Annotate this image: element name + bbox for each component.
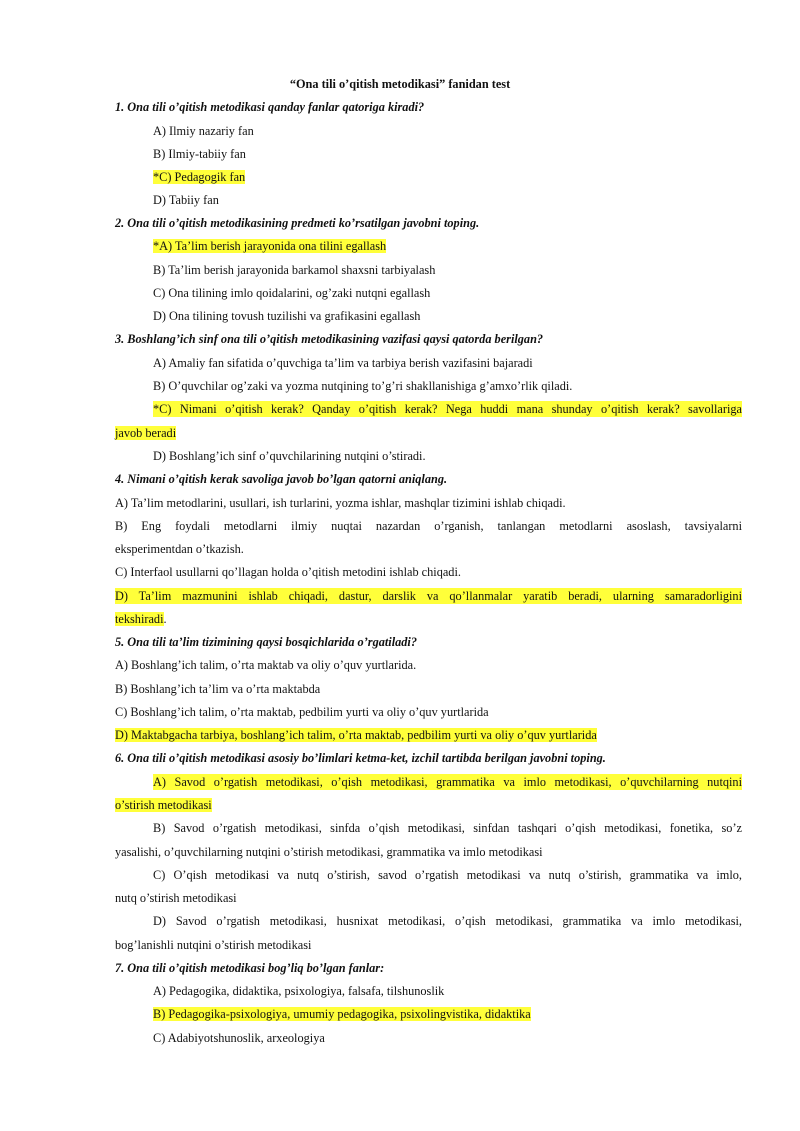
question-6-option-a-continued: o’stirish metodikasi	[115, 798, 212, 812]
question-6-option-b: B) Savod o’rgatish metodikasi, sinfda o’qish metodikasi, sinfdan tashqari o’qish metodikasi, fonetika, so’z	[153, 821, 742, 835]
question-4-option-c: C) Interfaol usullarni qo’llagan holda o’qitish metodini ishlab chiqadi.	[115, 565, 461, 579]
question-2: 2. Ona tili o’qitish metodikasining predmeti ko’rsatilgan javobni toping.	[115, 216, 480, 230]
question-3-option-d: D) Boshlang’ich sinf o’quvchilarining nutqini o’stiradi.	[153, 449, 426, 463]
question-5: 5. Ona tili ta’lim tizimining qaysi bosqichlarida o’rgatiladi?	[115, 635, 417, 649]
question-2-option-d: D) Ona tilining tovush tuzilishi va grafikasini egallash	[153, 309, 421, 323]
question-1-option-c-correct: *C) Pedagogik fan	[153, 170, 246, 184]
question-6-option-a-correct: A) Savod o’rgatish metodikasi, o’qish metodikasi, grammatika va imlo metodikasi, o’quvchilarning nutqini	[153, 775, 742, 789]
question-6-option-d-continued: bog’lanishli nutqini o’stirish metodikasi	[115, 938, 312, 952]
question-4: 4. Nimani o’qitish kerak savoliga javob bo’lgan qatorni aniqlang.	[115, 472, 448, 486]
document-title: “Ona tili o’qitish metodikasi” fanidan test	[289, 77, 511, 91]
question-4-option-a: A) Ta’lim metodlarini, usullari, ish turlarini, yozma ishlar, mashqlar tizimini ishlab chiqadi.	[115, 496, 566, 510]
question-4-option-b-continued: eksperimentdan o’tkazish.	[115, 542, 244, 556]
question-5-option-b: B) Boshlang’ich ta’lim va o’rta maktabda	[115, 682, 321, 696]
question-6-option-b-continued: yasalishi, o’quvchilarning nutqini o’stirish metodikasi, grammatika va imlo metodikasi	[115, 845, 543, 859]
question-6-option-c: C) O’qish metodikasi va nutq o’stirish, savod o’rgatish metodikasi va nutq o’stirish, grammatika va imlo,	[153, 868, 742, 882]
question-7-option-c: C) Adabiyotshunoslik, arxeologiya	[153, 1031, 325, 1045]
question-6-option-d: D) Savod o’rgatish metodikasi, husnixat metodikasi, o’qish metodikasi, grammatika va imlo metodikasi,	[153, 914, 742, 928]
question-4-option-d-continued: tekshiradi	[115, 612, 164, 626]
question-1: 1. Ona tili o’qitish metodikasi qanday fanlar qatoriga kiradi?	[115, 100, 425, 114]
question-1-option-a: A) Ilmiy nazariy fan	[153, 124, 254, 138]
question-3-option-c-correct: *C) Nimani o’qitish kerak? Qanday o’qitish kerak? Nega huddi mana shunday o’qitish kerak? savollariga	[153, 402, 742, 416]
question-4-option-d-correct: D) Ta’lim mazmunini ishlab chiqadi, dastur, darslik va qo’llanmalar yaratib beradi, ularning samaradorligini	[115, 589, 742, 603]
question-7-option-b-correct: B) Pedagogika-psixologiya, umumiy pedagogika, psixolingvistika, didaktika	[153, 1007, 531, 1021]
question-2-option-c: C) Ona tilining imlo qoidalarini, og’zaki nutqni egallash	[153, 286, 431, 300]
question-7: 7. Ona tili o’qitish metodikasi bog’liq bo’lgan fanlar:	[115, 961, 385, 975]
question-3-option-c-continued: javob beradi	[115, 426, 177, 440]
question-5-option-c: C) Boshlang’ich talim, o’rta maktab, pedbilim yurti va oliy o’quv yurtlarida	[115, 705, 489, 719]
question-6: 6. Ona tili o’qitish metodikasi asosiy bo’limlari ketma-ket, izchil tartibda berilgan javobni toping.	[115, 751, 606, 765]
question-3-option-a: A) Amaliy fan sifatida o’quvchiga ta’lim va tarbiya berish vazifasini bajaradi	[153, 356, 533, 370]
question-6-option-c-continued: nutq o’stirish metodikasi	[115, 891, 237, 905]
question-1-option-d: D) Tabiiy fan	[153, 193, 219, 207]
question-1-option-b: B) Ilmiy-tabiiy fan	[153, 147, 246, 161]
question-3-option-b: B) O’quvchilar og’zaki va yozma nutqining to’g’ri shakllanishiga g’amxo’rlik qiladi.	[153, 379, 573, 393]
question-7-option-a: A) Pedagogika, didaktika, psixologiya, falsafa, tilshunoslik	[153, 984, 445, 998]
question-4-option-b: B) Eng foydali metodlarni ilmiy nuqtai nazardan o’rganish, tanlangan metodlarni asoslash, tavsiyalarni	[115, 519, 742, 533]
question-2-option-b: B) Ta’lim berish jarayonida barkamol shaxsni tarbiyalash	[153, 263, 436, 277]
question-5-option-d-correct: D) Maktabgacha tarbiya, boshlang’ich talim, o’rta maktab, pedbilim yurti va oliy o’quv yurtlarida	[115, 728, 597, 742]
question-3: 3. Boshlang’ich sinf ona tili o’qitish metodikasining vazifasi qaysi qatorda berilgan?	[115, 332, 544, 346]
question-2-option-a-correct: *A) Ta’lim berish jarayonida ona tilini egallash	[153, 239, 387, 253]
question-4-option-d-period: .	[163, 612, 167, 626]
question-5-option-a: A) Boshlang’ich talim, o’rta maktab va oliy o’quv yurtlarida.	[115, 658, 417, 672]
